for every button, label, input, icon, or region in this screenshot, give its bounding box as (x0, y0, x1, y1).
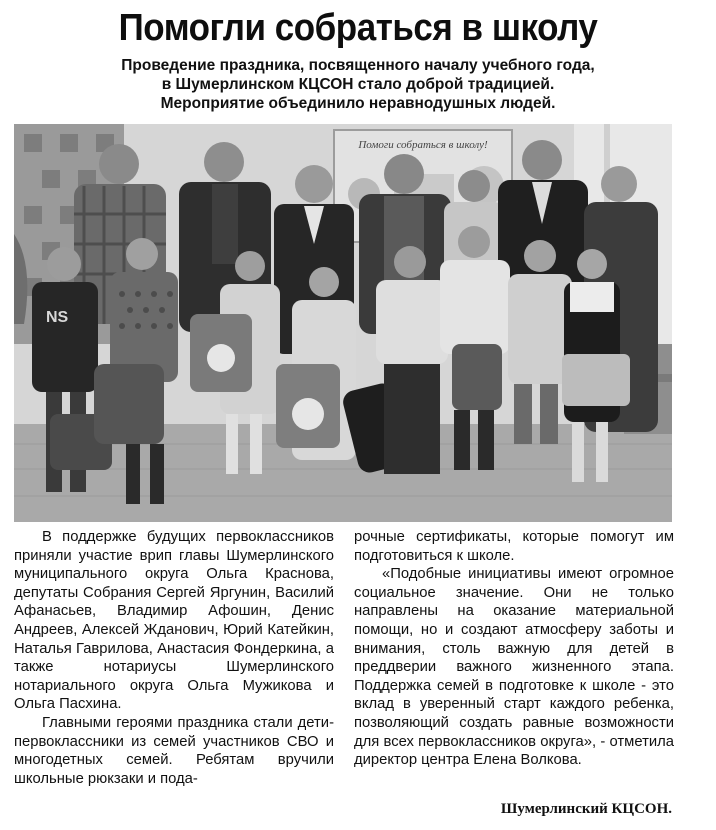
paragraph-3-quote: «Подобные инициативы имеют огромное социальное значение. Они не только направлены на оказание материальной помощи, но и создают атмосферу заботы и внимания, столь важную для детей в преддверии важного жизненного этапа. Поддержка семей в подготовке к школе - это вклад в уверенный старт каждого ребенка, позволяющий создать равные возможности для всех первоклассников округа», - отметила директор центра Елена Волкова. (354, 566, 674, 769)
article-signature: Шумерлинский КЦСОН. (500, 801, 672, 817)
svg-text:NS: NS (46, 309, 69, 326)
article-headline: Помогли собраться в школу (118, 7, 598, 49)
paragraph-2: Главными героями праздника стали дети-первоклассники из семей участников СВО и многодетных семей. Ребятам вручили школьные рюкзаки и пода- (14, 714, 334, 787)
lead-line-2: в Шумерлинском КЦСОН стало доброй традицией. (161, 76, 555, 93)
article-lead (0, 56, 716, 113)
paragraph-1: В поддержке будущих первоклассников приняли участие врип главы Шумерлинского муниципального округа Ольга Краснова, депутаты Собрания Сергей Яргунин, Василий Афанасьев, Владимир Афошин, Денис Андреев, Алексей Жданович, Юрий Катейкин, Наталья Гаврилова, Анастасия Фондеркина, а также нотариусы Шумерлинского нотариального округа Ольга Мужикова и Ольга Пасхина. (14, 529, 334, 713)
banner-text: Помоги собраться в школу! (358, 139, 488, 151)
lead-line-1: Проведение праздника, посвященного началу учебного года, (121, 57, 595, 74)
lead-line-3: Мероприятие объединило неравнодушных людей. (160, 95, 556, 112)
article-body (14, 528, 674, 796)
article-photo (14, 124, 672, 522)
article-column-left (14, 528, 334, 788)
group-photo-illustration (14, 124, 672, 522)
article-column-right (354, 528, 674, 770)
paragraph-2-continued: рочные сертификаты, которые помогут им подготовиться к школе. (354, 529, 674, 564)
